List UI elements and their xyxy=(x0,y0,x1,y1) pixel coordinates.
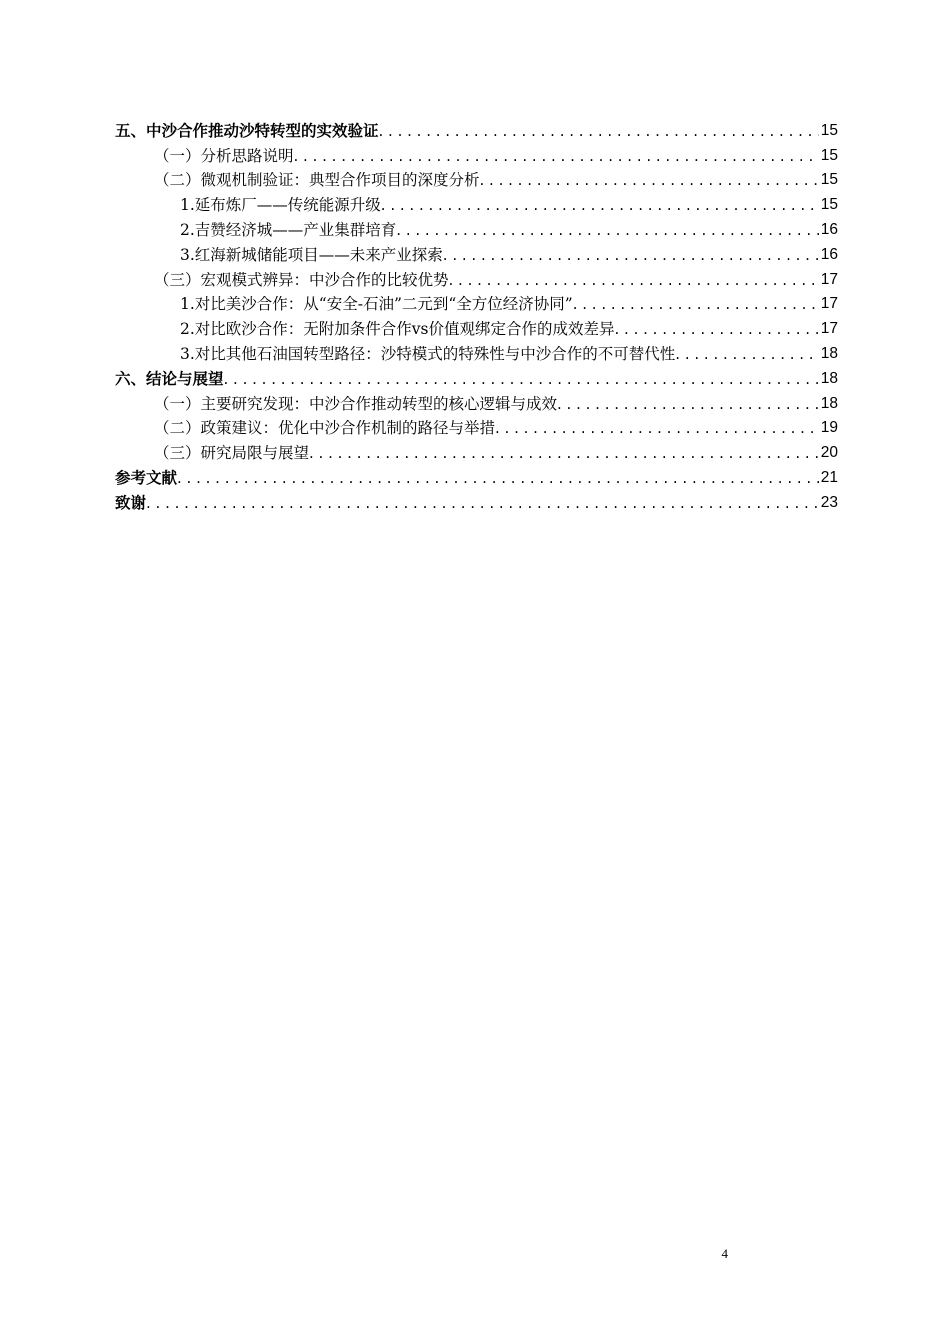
toc-entry-title: 参考文献 xyxy=(115,468,178,487)
toc-entry-page-number: 15 xyxy=(820,146,838,164)
toc-entry-title: （三）宏观模式辨异：中沙合作的比较优势 xyxy=(154,270,449,289)
toc-entry-page-number: 16 xyxy=(820,220,838,238)
toc-entry[interactable] xyxy=(115,339,838,364)
toc-entry[interactable] xyxy=(115,166,838,191)
dot-leader xyxy=(396,220,818,240)
toc-entry-title: 1.延布炼厂——传统能源升级 xyxy=(180,196,381,215)
toc-entry-page-number: 21 xyxy=(820,468,838,486)
page-number: 4 xyxy=(721,1246,728,1261)
toc-entry-page-number: 17 xyxy=(820,270,838,288)
toc-entry[interactable] xyxy=(115,215,838,240)
toc-entry[interactable] xyxy=(115,438,838,463)
dot-leader xyxy=(495,418,819,438)
dot-leader xyxy=(379,121,819,141)
toc-entry-page-number: 17 xyxy=(820,320,838,338)
toc-entry[interactable] xyxy=(115,240,838,265)
toc-entry-page-number: 19 xyxy=(820,419,838,437)
toc-entry-page-number: 15 xyxy=(820,171,838,189)
toc-entry[interactable] xyxy=(115,389,838,414)
toc-entry-page-number: 23 xyxy=(820,493,838,511)
toc-entry-page-number: 15 xyxy=(820,196,838,214)
dot-leader xyxy=(573,294,819,314)
toc-entry-page-number: 18 xyxy=(820,344,838,362)
toc-entry-page-number: 17 xyxy=(820,295,838,313)
dot-leader xyxy=(294,146,819,166)
dot-leader xyxy=(557,394,819,414)
table-of-contents xyxy=(115,116,838,513)
toc-entry[interactable] xyxy=(115,364,838,389)
toc-entry-title: 六、结论与展望 xyxy=(115,369,224,388)
dot-leader xyxy=(675,344,818,364)
toc-entry[interactable] xyxy=(115,414,838,439)
toc-entry-title: 五、中沙合作推动沙特转型的实效验证 xyxy=(115,121,379,140)
toc-entry-title: （一）主要研究发现：中沙合作推动转型的核心逻辑与成效 xyxy=(154,394,558,413)
dot-leader xyxy=(443,245,819,265)
toc-entry[interactable] xyxy=(115,488,838,513)
dot-leader xyxy=(224,369,819,389)
dot-leader xyxy=(177,468,819,488)
dot-leader xyxy=(381,195,819,215)
dot-leader xyxy=(449,270,819,290)
toc-entry-page-number: 20 xyxy=(820,444,838,462)
toc-entry[interactable] xyxy=(115,190,838,215)
toc-entry-page-number: 18 xyxy=(820,394,838,412)
toc-entry-page-number: 16 xyxy=(820,245,838,263)
toc-entry[interactable] xyxy=(115,116,838,141)
toc-entry-title: 3.对比其他石油国转型路径：沙特模式的特殊性与中沙合作的不可替代性 xyxy=(180,344,676,363)
dot-leader xyxy=(480,170,819,190)
toc-entry[interactable] xyxy=(115,463,838,488)
toc-entry-title: 3.红海新城储能项目——未来产业探索 xyxy=(180,245,443,264)
toc-entry[interactable] xyxy=(115,265,838,290)
toc-entry-title: 1.对比美沙合作：从“安全-石油”二元到“全方位经济协同” xyxy=(180,295,573,314)
toc-entry[interactable] xyxy=(115,314,838,339)
dot-leader xyxy=(146,493,819,513)
toc-entry-page-number: 18 xyxy=(820,369,838,387)
toc-entry-page-number: 15 xyxy=(820,121,838,139)
toc-entry-title: 2.对比欧沙合作：无附加条件合作vs价值观绑定合作的成效差异 xyxy=(180,320,615,339)
toc-entry-title: （三）研究局限与展望 xyxy=(154,444,310,463)
toc-entry-title: （一）分析思路说明 xyxy=(154,146,294,165)
toc-entry-title: 2.吉赞经济城——产业集群培育 xyxy=(180,220,397,239)
toc-entry[interactable] xyxy=(115,290,838,315)
toc-entry-title: 致谢 xyxy=(115,493,147,512)
dot-leader xyxy=(309,443,819,463)
toc-entry[interactable] xyxy=(115,141,838,166)
toc-entry-title: （二）政策建议：优化中沙合作机制的路径与举措 xyxy=(154,419,496,438)
toc-entry-title: （二）微观机制验证：典型合作项目的深度分析 xyxy=(154,171,480,190)
dot-leader xyxy=(615,319,819,339)
